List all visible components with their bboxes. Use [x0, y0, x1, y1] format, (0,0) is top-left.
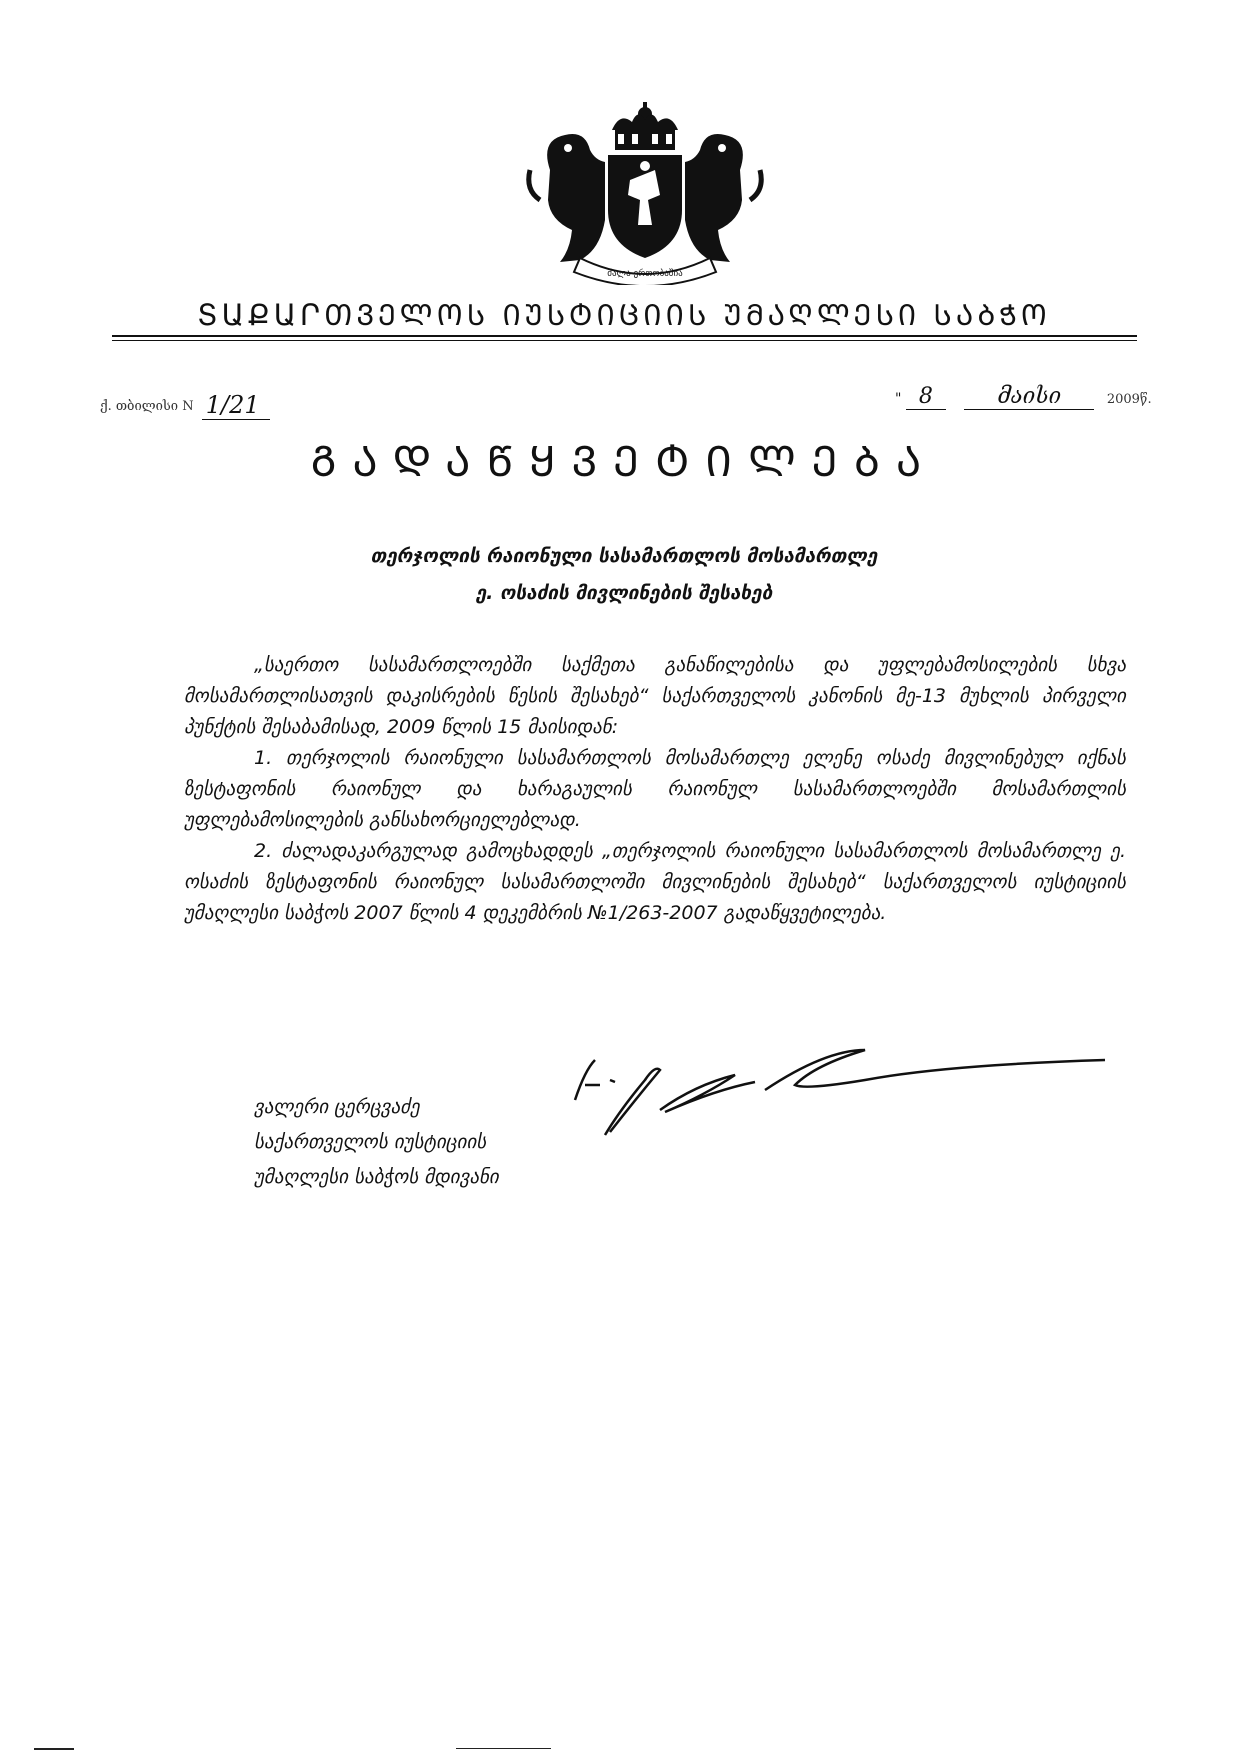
- number-label: ქ. თბილისი N: [100, 399, 194, 414]
- header-divider: [112, 335, 1137, 341]
- signatory-name: ვალერი ცერცვაძე: [254, 1096, 420, 1118]
- signatory-position-line-2: უმაღლესი საბჭოს მდივანი: [254, 1166, 499, 1188]
- document-subject: [0, 538, 1248, 612]
- date-prefix: ": [895, 391, 902, 407]
- right-lion-icon: [685, 134, 761, 262]
- date-month: მაისი: [964, 384, 1094, 410]
- shield-icon: [608, 155, 682, 258]
- number-value: 1/21: [202, 391, 270, 420]
- council-name: ՏԱՔԱՐᲗᲕᲔᲚᲝᲡ ᲘᲣᲡᲢᲘᲪᲘᲘᲡ ᲣᲛᲐᲦᲚᲔᲡᲘ ᲡᲐᲑᲭᲝ: [197, 298, 1051, 332]
- subject-line-1: თერჯოლის რაიონული სასამართლოს მოსამართლე: [370, 545, 878, 567]
- footer-mark-center: [456, 1748, 551, 1749]
- body-item-1: 1. თერჯოლის რაიონული სასამართლოს მოსამართლე ელენე ოსაძე მივლინებულ იქნას ზესტაფონის რაიონულ და ხარაგაულის რაიონულ სასამართლოებში მოსამართლის უფლებამოსილების განსახორციელებლად.: [184, 747, 1126, 831]
- body-item-2: 2. ძალადაკარგულად გამოცხადდეს „თერჯოლის რაიონული სასამართლოს მოსამართლე ე. ოსაძის ზესტაფონის რაიონულ სასამართლოში მივლინების შესახებ“ საქართველოს იუსტიციის უმაღლესი საბჭოს 2007 წლის 4 დეკემბრის №1/263-2007 გადაწყვეტილება.: [184, 840, 1126, 924]
- date-day: 8: [906, 384, 946, 410]
- signatory-block: [254, 1090, 499, 1195]
- motto-ribbon: [574, 258, 716, 285]
- document-date-row: [895, 384, 1152, 410]
- body-intro-paragraph: „საერთო სასამართლოებში საქმეთა განაწილებისა და უფლებამოსილების სხვა მოსამართლისათვის დაკისრების წესის შესახებ“ საქართველოს კანონის მე-13 მუხლის პირველი პუნქტის შესაბამისად, 2009 წლის 15 მაისიდან:: [184, 654, 1126, 738]
- subject-line-2: ე. ოსაძის მივლინების შესახებ: [475, 582, 773, 604]
- document-title: ᲒᲐᲓᲐᲬᲧᲕᲔᲢᲘᲚᲔᲑᲐ: [310, 437, 938, 486]
- date-year: 2009წ.: [1106, 392, 1152, 407]
- footer-mark-left: [34, 1748, 74, 1750]
- document-number-row: [100, 388, 270, 417]
- crown-icon: [612, 102, 678, 150]
- left-lion-icon: [529, 134, 605, 262]
- emblem-motto: ძალა ერთობაშია: [607, 269, 683, 279]
- signatory-position-line-1: საქართველოს იუსტიციის: [254, 1131, 487, 1153]
- handwritten-signature: [565, 1040, 1115, 1140]
- coat-of-arms-emblem: [520, 100, 770, 285]
- document-body: [184, 650, 1126, 929]
